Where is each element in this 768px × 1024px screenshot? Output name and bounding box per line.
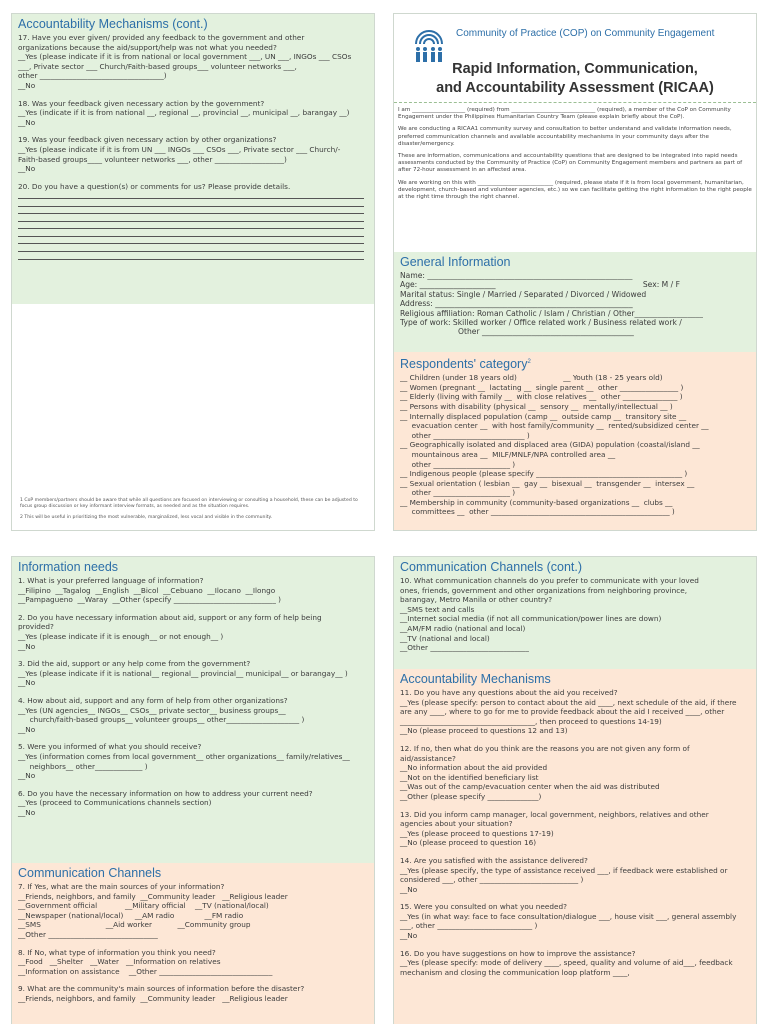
question-text: organizations because the aid/support/help was not what you needed? bbox=[18, 42, 277, 52]
question-text: barangay, Metro Manila or other country? bbox=[400, 595, 553, 605]
question-text: 12. If no, then what do you think are the reasons you are not given any form of bbox=[400, 743, 690, 753]
question-16 bbox=[400, 949, 750, 978]
name-field[interactable]: Name: ______________________________________________________ bbox=[400, 271, 633, 280]
work-field[interactable]: Type of work: Skilled worker / Office related work / Business related work / bbox=[400, 318, 682, 328]
footnote-1: 1 CoP members/partners should be aware that while all questions are focused on interviewing or consulting a household, these can be adjusted to focus group discussion or key informant interview formats, as needed and as the situation requires. bbox=[20, 498, 358, 509]
answer-option[interactable]: __Friends, neighbors, and family __Community leader __Religious leader bbox=[18, 993, 288, 1003]
section-title: Accountability Mechanisms bbox=[400, 672, 551, 686]
category-option[interactable]: __ Indigenous people (please specify ________________________________________ ) bbox=[400, 469, 688, 479]
category-option[interactable]: other _____________________ ) bbox=[400, 488, 516, 498]
age-sex-row bbox=[400, 280, 750, 289]
answer-option[interactable]: __Yes (please indicate if it is national__ regional__ provincial__ municipal__ or barangay__ ) bbox=[18, 668, 348, 678]
answer-option: other __________________________________) bbox=[18, 71, 167, 81]
question-text: provided? bbox=[18, 622, 54, 632]
answer-option[interactable]: __AM/FM radio (national and local) bbox=[400, 623, 526, 633]
question-5 bbox=[18, 742, 368, 780]
answer-option[interactable]: __Other (please specify ______________) bbox=[400, 791, 542, 801]
question-text: 16. Do you have suggestions on how to improve the assistance? bbox=[400, 948, 636, 958]
question-text: 7. If Yes, what are the main sources of your information? bbox=[18, 882, 225, 891]
panel-accountability-cont bbox=[11, 13, 375, 531]
panel-information-needs bbox=[11, 556, 375, 1024]
header bbox=[394, 14, 756, 102]
answer-line[interactable] bbox=[18, 222, 364, 230]
answer-option: __No bbox=[18, 164, 36, 174]
answer-option[interactable]: __Yes (in what way: face to face consultation/dialogue ___, house visit ___, general assembly bbox=[400, 911, 737, 921]
answer-option[interactable]: mechanism and closing the communication loop platform ____, bbox=[400, 967, 630, 977]
answer-option[interactable]: __Yes (UN agencies__ INGOs__ CSOs__ private sector__ business groups__ bbox=[18, 705, 286, 715]
answer-option[interactable]: __Internet social media (if not all communication/power lines are down) bbox=[400, 614, 662, 624]
answer-option[interactable]: __Other ______________________________ bbox=[18, 929, 158, 939]
section-communication-channels bbox=[12, 863, 374, 1024]
answer-option[interactable]: church/faith-based groups__ volunteer groups__ other____________________ ) bbox=[18, 715, 305, 725]
question-text: 10. What communication channels do you prefer to communicate with your loved bbox=[400, 576, 699, 585]
question-18 bbox=[18, 99, 368, 128]
answer-option[interactable]: __Friends, neighbors, and family __Community leader __Religious leader bbox=[18, 891, 288, 901]
answer-line[interactable] bbox=[18, 244, 364, 252]
section-title bbox=[400, 355, 750, 372]
question-15 bbox=[400, 902, 750, 940]
answer-option[interactable]: __No bbox=[18, 807, 36, 817]
question-text: 14. Are you satisfied with the assistance delivered? bbox=[400, 855, 588, 865]
address-field[interactable]: Address: ____________________________________________________ bbox=[400, 299, 633, 309]
section-title-text: Respondents' category bbox=[400, 357, 528, 372]
question-text: 5. Were you informed of what you should receive? bbox=[18, 742, 202, 752]
section-information-needs bbox=[12, 557, 374, 863]
section-title: Communication Channels bbox=[18, 866, 162, 880]
category-option[interactable]: mountainous area __ MILF/MNLF/NPA controlled area __ bbox=[400, 449, 616, 459]
answer-option[interactable]: __Filipino __Tagalog __English __Bicol __Cebuano __Ilocano __Ilongo bbox=[18, 585, 276, 595]
answer-option[interactable]: __No bbox=[18, 771, 36, 781]
category-option[interactable]: other _________________________ ) bbox=[400, 430, 530, 440]
answer-option[interactable]: __Yes (please specify, the type of assistance received ___, if feedback were established or bbox=[400, 865, 728, 875]
category-option[interactable]: __ Membership in community (community-based organizations __ clubs __ bbox=[400, 497, 673, 507]
category-option[interactable]: committees __ other _________________________________________________ ) bbox=[400, 507, 675, 517]
answer-option[interactable]: __Information on assistance __Other _______________________________ bbox=[18, 966, 273, 976]
title-line-2: and Accountability Assessment (RICAA) bbox=[436, 80, 714, 96]
section-title: General Information bbox=[400, 255, 511, 269]
answer-option: __Yes (please indicate if it is from national or local government ___, UN ___, INGOs ___ CSOs bbox=[18, 52, 352, 62]
answer-option: __Yes (indicate if it is from national __, regional __, provincial __, municipal __, barangay __) bbox=[18, 108, 350, 118]
marital-status-field[interactable]: Marital status: Single / Married / Separated / Divorced / Widowed bbox=[400, 289, 647, 299]
answer-option: __No bbox=[18, 117, 36, 127]
answer-line[interactable] bbox=[18, 229, 364, 237]
answer-option[interactable]: are any ____, where to go for me to provide feedback about the aid I received ____, other bbox=[400, 707, 725, 717]
category-option[interactable]: __ Elderly (living with family __ with close relatives __ other _______________ ) bbox=[400, 392, 683, 402]
age-field[interactable]: Age: ____________________ bbox=[400, 280, 496, 290]
answer-option[interactable]: __Other ___________________________ bbox=[400, 643, 529, 653]
question-text: 20. Do you have a question(s) or comments for us? Please provide details. bbox=[18, 181, 291, 191]
question-text: 18. Was your feedback given necessary action by the government? bbox=[18, 98, 265, 108]
answer-line[interactable] bbox=[18, 214, 364, 222]
answer-option[interactable]: __Yes (please specify: mode of delivery ____, speed, quality and volume of aid___, feedback bbox=[400, 958, 733, 968]
question-14 bbox=[400, 856, 750, 894]
panel-ricaa-cover bbox=[393, 13, 757, 531]
answer-option[interactable]: _____________________________________, then proceed to questions 14-19) bbox=[400, 716, 662, 726]
section-title: Accountability Mechanisms (cont.) bbox=[18, 17, 208, 31]
answer-option[interactable]: __Food __Shelter __Water __Information on relatives bbox=[18, 957, 221, 967]
category-option[interactable]: __ Geographically isolated and displaced area (GIDA) population (coastal/island __ bbox=[400, 440, 700, 450]
answer-option[interactable]: __No (please proceed to questions 12 and 13) bbox=[400, 726, 568, 736]
answer-option[interactable]: __No bbox=[400, 884, 418, 894]
question-text: 2. Do you have necessary information about aid, support or any form of help being bbox=[18, 612, 322, 622]
answer-option[interactable]: __Yes (proceed to Communications channels section) bbox=[18, 798, 212, 808]
category-option[interactable]: other _____________________ ) bbox=[400, 459, 516, 469]
footnote-marker: 2 bbox=[527, 359, 531, 365]
answer-option[interactable]: considered ___, other ___________________________ ) bbox=[400, 875, 584, 885]
answer-option[interactable]: __SMS text and calls bbox=[400, 604, 475, 614]
question-12 bbox=[400, 744, 750, 802]
answer-option[interactable]: __TV (national and local) bbox=[400, 633, 490, 643]
answer-option[interactable]: neighbors__ other_____________ ) bbox=[18, 761, 148, 771]
answer-option[interactable]: __No bbox=[400, 931, 418, 941]
question-text: 15. Were you consulted on what you needed? bbox=[400, 902, 568, 912]
question-4 bbox=[18, 696, 368, 734]
question-text: 9. What are the community's main sources of information before the disaster? bbox=[18, 984, 305, 994]
title-line-1: Rapid Information, Communication, bbox=[452, 61, 698, 77]
question-text: ones, friends, government and other organizations from neighboring province, bbox=[400, 585, 688, 595]
question-8 bbox=[18, 948, 368, 977]
question-text: 6. Do you have the necessary information on how to address your current need? bbox=[18, 788, 313, 798]
category-option[interactable]: __ Internally displaced population (camp __ outside camp __ transitory site __ bbox=[400, 411, 687, 421]
question-1 bbox=[18, 576, 368, 605]
answer-option[interactable]: __Yes (please indicate if it is enough__ or not enough__ ) bbox=[18, 631, 224, 641]
category-option[interactable]: __ Children (under 18 years old) __ Youth (18 - 25 years old) bbox=[400, 373, 663, 383]
question-7 bbox=[18, 882, 368, 940]
religion-field[interactable]: Religious affiliation: Roman Catholic / Islam / Christian / Other__________________ bbox=[400, 308, 703, 318]
question-11 bbox=[400, 688, 750, 736]
intro-text bbox=[394, 102, 756, 252]
question-3 bbox=[18, 659, 368, 688]
category-option[interactable]: __ Women (pregnant __ lactating __ single parent __ other ________________ ) bbox=[400, 382, 684, 392]
intro-paragraph: These are information, communications and accountability questions that are designed to be integrated into rapid needs assessments conducted by the Community of Practice (CoP) on Community Engagement members and partners as part of after 72-hour assessment in an affected area. bbox=[398, 153, 743, 174]
section-respondents-category bbox=[394, 352, 756, 531]
sex-field[interactable]: Sex: M / F bbox=[642, 280, 680, 290]
question-text: 3. Did the aid, support or any help come from the government? bbox=[18, 659, 251, 669]
work-other-field[interactable]: Other ________________________________________ bbox=[458, 327, 634, 337]
answer-option[interactable]: __Yes (please specify: person to contact about the aid ____, next schedule of the aid, if there bbox=[400, 697, 737, 707]
question-text: 4. How about aid, support and any form of help from other organizations? bbox=[18, 695, 288, 705]
answer-option[interactable]: __Pampagueno __Waray __Other (specify ____________________________ ) bbox=[18, 595, 282, 605]
question-10 bbox=[400, 576, 750, 653]
section-communication-channels-cont bbox=[394, 557, 756, 669]
section-title: Information needs bbox=[18, 560, 119, 574]
answer-option[interactable]: __No bbox=[18, 724, 36, 734]
answer-line[interactable] bbox=[18, 252, 364, 260]
answer-option: Faith-based groups____ volunteer networks ___, other ___________________) bbox=[18, 154, 287, 164]
answer-line[interactable] bbox=[18, 191, 364, 199]
question-19 bbox=[18, 135, 368, 173]
question-text: 1. What is your preferred language of information? bbox=[18, 576, 204, 585]
question-text: aid/assistance? bbox=[400, 753, 456, 763]
section-accountability-mechanisms bbox=[394, 669, 756, 1024]
question-20 bbox=[18, 182, 368, 260]
intro-paragraph: We are conducting a RICAA1 community survey and consultation to better understand and validate information needs, preferred communication channels and available accountability mechanisms in your community days after the disaster/emergency. bbox=[398, 126, 732, 147]
question-text: 17. Have you ever given/ provided any feedback to the government and other bbox=[18, 33, 305, 42]
answer-line[interactable] bbox=[18, 199, 364, 207]
answer-option[interactable]: __Yes (please proceed to questions 17-19) bbox=[400, 828, 554, 838]
question-text: 8. If No, what type of information you think you need? bbox=[18, 947, 216, 957]
question-13 bbox=[400, 810, 750, 848]
answer-option: __No bbox=[18, 80, 36, 90]
section-accountability-cont bbox=[12, 14, 374, 304]
question-2 bbox=[18, 613, 368, 651]
question-text: 19. Was your feedback given necessary action by other organizations? bbox=[18, 135, 277, 145]
category-option[interactable]: evacuation center __ with host family/community __ rented/subsidized center __ bbox=[400, 421, 709, 431]
panel-communication-cont bbox=[393, 556, 757, 1024]
question-text: agencies about your situation? bbox=[400, 819, 513, 829]
category-option[interactable]: __ Persons with disability (physical __ sensory __ mentally/intellectual __ ) bbox=[400, 401, 673, 411]
section-general-information bbox=[394, 252, 756, 352]
question-6 bbox=[18, 789, 368, 818]
answer-option[interactable]: __Newspaper (national/local) __AM radio __FM radio bbox=[18, 910, 244, 920]
question-9 bbox=[18, 984, 368, 1003]
answer-option: __Yes (please indicate if it is from UN ___ INGOs ___ CSOs ___, Private sector ___ Church/- bbox=[18, 144, 341, 154]
answer-option[interactable]: __SMS __Aid worker __Community group bbox=[18, 920, 251, 930]
category-option[interactable]: __ Sexual orientation ( lesbian __ gay __ bisexual __ transgender __ intersex __ bbox=[400, 478, 695, 488]
intro-paragraph: We are working on this with ___________________________ (required, please state if it is from local government, humanitarian, development, church-based and volunteer agencies, etc.) so we can facilitate getting the right information to the right people at the right time through the right channel. bbox=[398, 179, 752, 201]
answer-line[interactable] bbox=[18, 237, 364, 245]
cop-name: Community of Practice (COP) on Community Engagement bbox=[456, 28, 715, 39]
answer-option[interactable]: __Government official __Military official __TV (national/local) bbox=[18, 901, 269, 911]
section-title: Communication Channels (cont.) bbox=[400, 560, 583, 574]
answer-option[interactable]: __No (please proceed to question 16) bbox=[400, 838, 537, 848]
intro-paragraph: I am ___________________ (required) from ______________________________ (required), a member of the CoP on Community Engagement under the Philippines Humanitarian Country Team (please explain briefly about the CoP). bbox=[398, 107, 731, 121]
answer-line[interactable] bbox=[18, 207, 364, 215]
question-17 bbox=[18, 33, 368, 91]
answer-option[interactable]: __Not on the identified beneficiary list bbox=[400, 772, 539, 782]
answer-option[interactable]: __No information about the aid provided bbox=[400, 763, 548, 773]
question-text: 13. Did you inform camp manager, local government, neighbors, relatives and other bbox=[400, 809, 709, 819]
answer-option[interactable]: __Yes (information comes from local government__ other organizations__ family/relatives__ bbox=[18, 751, 350, 761]
answer-option[interactable]: __Was out of the camp/evacuation center when the aid was distributed bbox=[400, 782, 660, 792]
answer-option[interactable]: ___, other __________________________ ) bbox=[400, 921, 538, 931]
footnote-2: 2 This will be useful in prioritizing the most vulnerable, marginalized, less vocal and visible in the community. bbox=[20, 515, 273, 520]
page-title bbox=[394, 60, 756, 98]
answer-option[interactable]: __No bbox=[18, 678, 36, 688]
answer-option: ___, Private sector ___ Church/Faith-based groups___ volunteer networks ___, bbox=[18, 61, 297, 71]
question-text: 11. Do you have any questions about the aid you received? bbox=[400, 688, 618, 697]
answer-option[interactable]: __No bbox=[18, 641, 36, 651]
